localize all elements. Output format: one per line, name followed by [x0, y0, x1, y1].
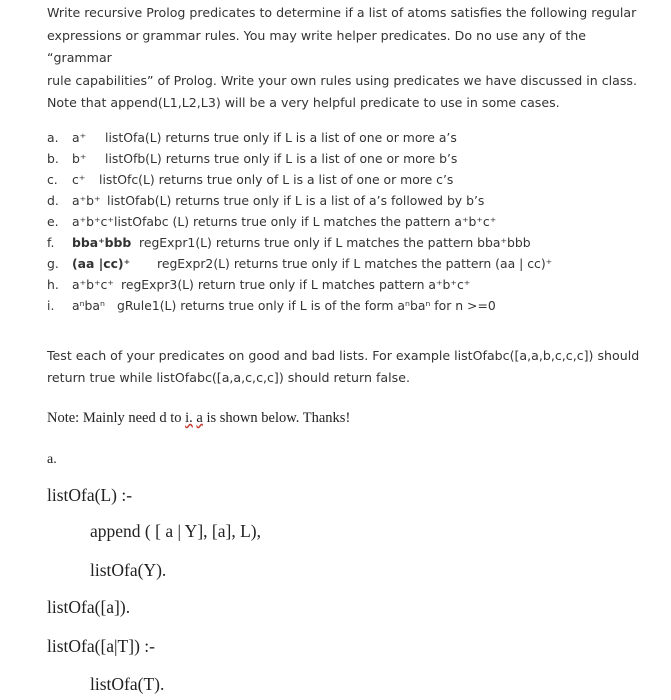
item-description: regExpr2(L) returns true only if L matches the pattern (aa | cc)⁺	[157, 256, 553, 271]
item-description: regExpr3(L) return true only if L matches pattern a⁺b⁺c⁺	[121, 277, 471, 292]
test-line: return true while listOfabc([a,a,c,c,c]) should return false.	[47, 370, 410, 385]
code-line: listOfa(Y).	[90, 560, 167, 580]
code-line: listOfa(T).	[90, 674, 165, 694]
item-pattern: c⁺	[72, 172, 86, 187]
item-pattern: a⁺b⁺c⁺	[72, 214, 114, 229]
item-letter: c.	[47, 172, 58, 187]
code-line: append ( [ a | Y], [a], L),	[90, 521, 261, 541]
item-pattern: b⁺	[72, 151, 87, 166]
item-letter: f.	[47, 235, 55, 250]
item-description: listOfa(L) returns true only if L is a list of one or more a’s	[105, 130, 457, 145]
item-letter: i.	[47, 298, 55, 313]
test-line: Test each of your predicates on good and bad lists. For example listOfabc([a,a,b,c,c,c]) should	[47, 348, 640, 363]
item-description: listOfab(L) returns true only if L is a list of a’s followed by b’s	[107, 193, 485, 208]
item-letter: b.	[47, 151, 59, 166]
note-part: is shown below. Thanks!	[202, 410, 351, 426]
code-line: listOfa(L) :-	[47, 485, 133, 505]
solution-label: a.	[47, 452, 57, 467]
item-description: regExpr1(L) returns true only if L matches the pattern bba⁺bbb	[139, 235, 531, 250]
intro-line: Write recursive Prolog predicates to determine if a list of atoms satisfies the following regular	[47, 5, 637, 20]
item-pattern: aⁿbaⁿ	[72, 298, 105, 313]
item-pattern: (aa |cc)⁺	[72, 256, 131, 271]
item-description: gRule1(L) returns true only if L is of the form aⁿbaⁿ for n >=0	[117, 298, 496, 313]
code-line: listOfa([a|T]) :-	[47, 636, 155, 656]
item-letter: e.	[47, 214, 59, 229]
item-letter: h.	[47, 277, 59, 292]
item-pattern: a⁺b⁺	[72, 193, 101, 208]
intro-line: rule capabilities” of Prolog. Write your own rules using predicates we have discussed in class.	[47, 72, 637, 88]
item-letter: g.	[47, 256, 59, 271]
item-pattern: a⁺	[72, 130, 87, 145]
note-text	[47, 410, 350, 427]
item-pattern: bba⁺bbb	[72, 235, 132, 250]
intro-line: Note that append(L1,L2,L3) will be a very helpful predicate to use in some cases.	[47, 95, 560, 110]
intro-line: expressions or grammar rules. You may write helper predicates. Do no use any of the “grammar	[47, 27, 587, 65]
item-letter: d.	[47, 193, 59, 208]
item-letter: a.	[47, 130, 59, 145]
item-pattern: a⁺b⁺c⁺	[72, 277, 114, 292]
test-instructions	[47, 345, 647, 389]
note-part: Note: Mainly need d to	[47, 410, 186, 426]
item-description: listOfb(L) returns true only if L is a list of one or more b’s	[105, 151, 458, 166]
item-description: listOfabc (L) returns true only if L matches the pattern a⁺b⁺c⁺	[114, 214, 497, 229]
item-description: listOfc(L) returns true only of L is a list of one or more c’s	[99, 172, 454, 187]
problem-intro	[47, 2, 647, 115]
code-line: listOfa([a]).	[47, 597, 131, 617]
note-a-word: a	[196, 410, 203, 426]
note-i-word: i.	[185, 410, 193, 426]
